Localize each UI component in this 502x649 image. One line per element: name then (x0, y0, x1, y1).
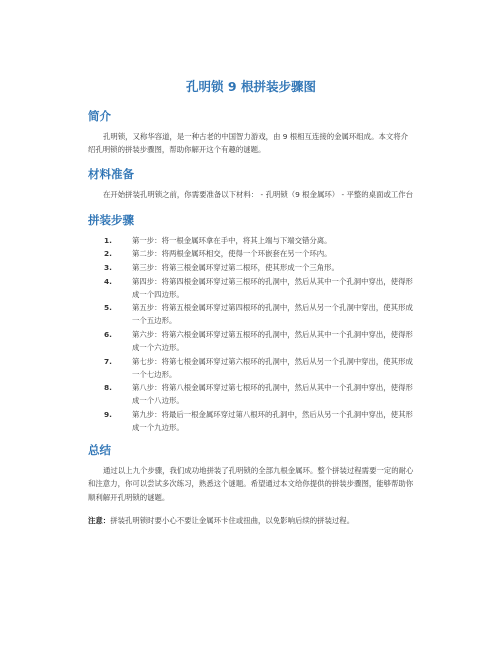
list-item (88, 234, 414, 247)
step-number: 2. (104, 249, 112, 259)
step-text: 第六步：将第六根金属环穿过第五根环的孔洞中，然后从其中一个孔洞中穿出，使得形成一个六边形。 (132, 330, 413, 353)
step-text: 第二步：将两根金属环相交，使得一个环嵌套在另一个环内。 (132, 249, 332, 259)
note-text: 拼装孔明锁时要小心不要让金属环卡住或扭曲，以免影响后续的拼装过程。 (110, 515, 355, 525)
document-page (88, 78, 414, 527)
step-number: 5. (104, 303, 112, 313)
step-text: 第八步：将第八根金属环穿过第七根环的孔洞中，然后从其中一个孔洞中穿出，使得形成一个八边形。 (132, 383, 413, 406)
step-number: 4. (104, 276, 112, 286)
step-text: 第九步：将最后一根金属环穿过第八根环的孔洞中，然后从另一个孔洞中穿出，使其形成一个九边形。 (132, 410, 413, 433)
step-number: 6. (104, 330, 112, 340)
list-item (88, 381, 414, 407)
summary-paragraph: 通过以上九个步骤，我们成功地拼装了孔明锁的全部九根金属环。整个拼装过程需要一定的耐心和注意力，你可以尝试多次练习，熟悉这个谜题。希望通过本文给你提供的拼装步骤图，能够帮助你顺利解开孔明锁的谜题。 (88, 466, 414, 502)
list-item (88, 355, 414, 381)
step-number: 8. (104, 383, 112, 393)
summary-heading: 总结 (88, 443, 111, 458)
materials-paragraph: 在开始拼装孔明锁之前，你需要准备以下材料： - 孔明锁（9 根金属环） - 平整的桌面或工作台 (103, 190, 414, 200)
step-number: 3. (104, 262, 112, 272)
materials-heading: 材料准备 (88, 167, 134, 182)
step-text: 第七步：将第七根金属环穿过第六根环的孔洞中，然后从另一个孔洞中穿出，使其形成一个七边形。 (132, 356, 413, 379)
list-item (88, 275, 414, 301)
list-item (88, 408, 414, 434)
note-label: 注意： (88, 515, 111, 525)
step-number: 7. (104, 356, 112, 366)
step-number: 9. (104, 410, 112, 420)
steps-heading: 拼装步骤 (88, 212, 134, 227)
intro-heading: 简介 (88, 109, 111, 123)
list-item (88, 261, 414, 274)
note-paragraph (88, 514, 414, 527)
list-item (88, 247, 414, 260)
step-text: 第一步：将一根金属环拿在手中，将其上端与下端交错分离。 (132, 235, 332, 245)
step-text: 第四步：将第四根金属环穿过第三根环的孔洞中，然后从其中一个孔洞中穿出，使得形成一个四边形。 (132, 276, 413, 299)
steps-list (88, 234, 414, 435)
step-text: 第五步：将第五根金属环穿过第四根环的孔洞中，然后从另一个孔洞中穿出，使其形成一个五边形。 (132, 303, 413, 326)
list-item (88, 328, 414, 354)
intro-paragraph: 孔明锁，又称华容道，是一种古老的中国智力游戏，由 9 根相互连接的金属环组成。本文将介绍孔明锁的拼装步骤图，帮助你解开这个有趣的谜题。 (88, 132, 409, 155)
step-text: 第三步：将第三根金属环穿过第二根环，使其形成一个三角形。 (132, 262, 339, 272)
document-title: 孔明锁 9 根拼装步骤图 (186, 79, 316, 94)
list-item (88, 301, 414, 327)
step-number: 1. (104, 235, 112, 245)
